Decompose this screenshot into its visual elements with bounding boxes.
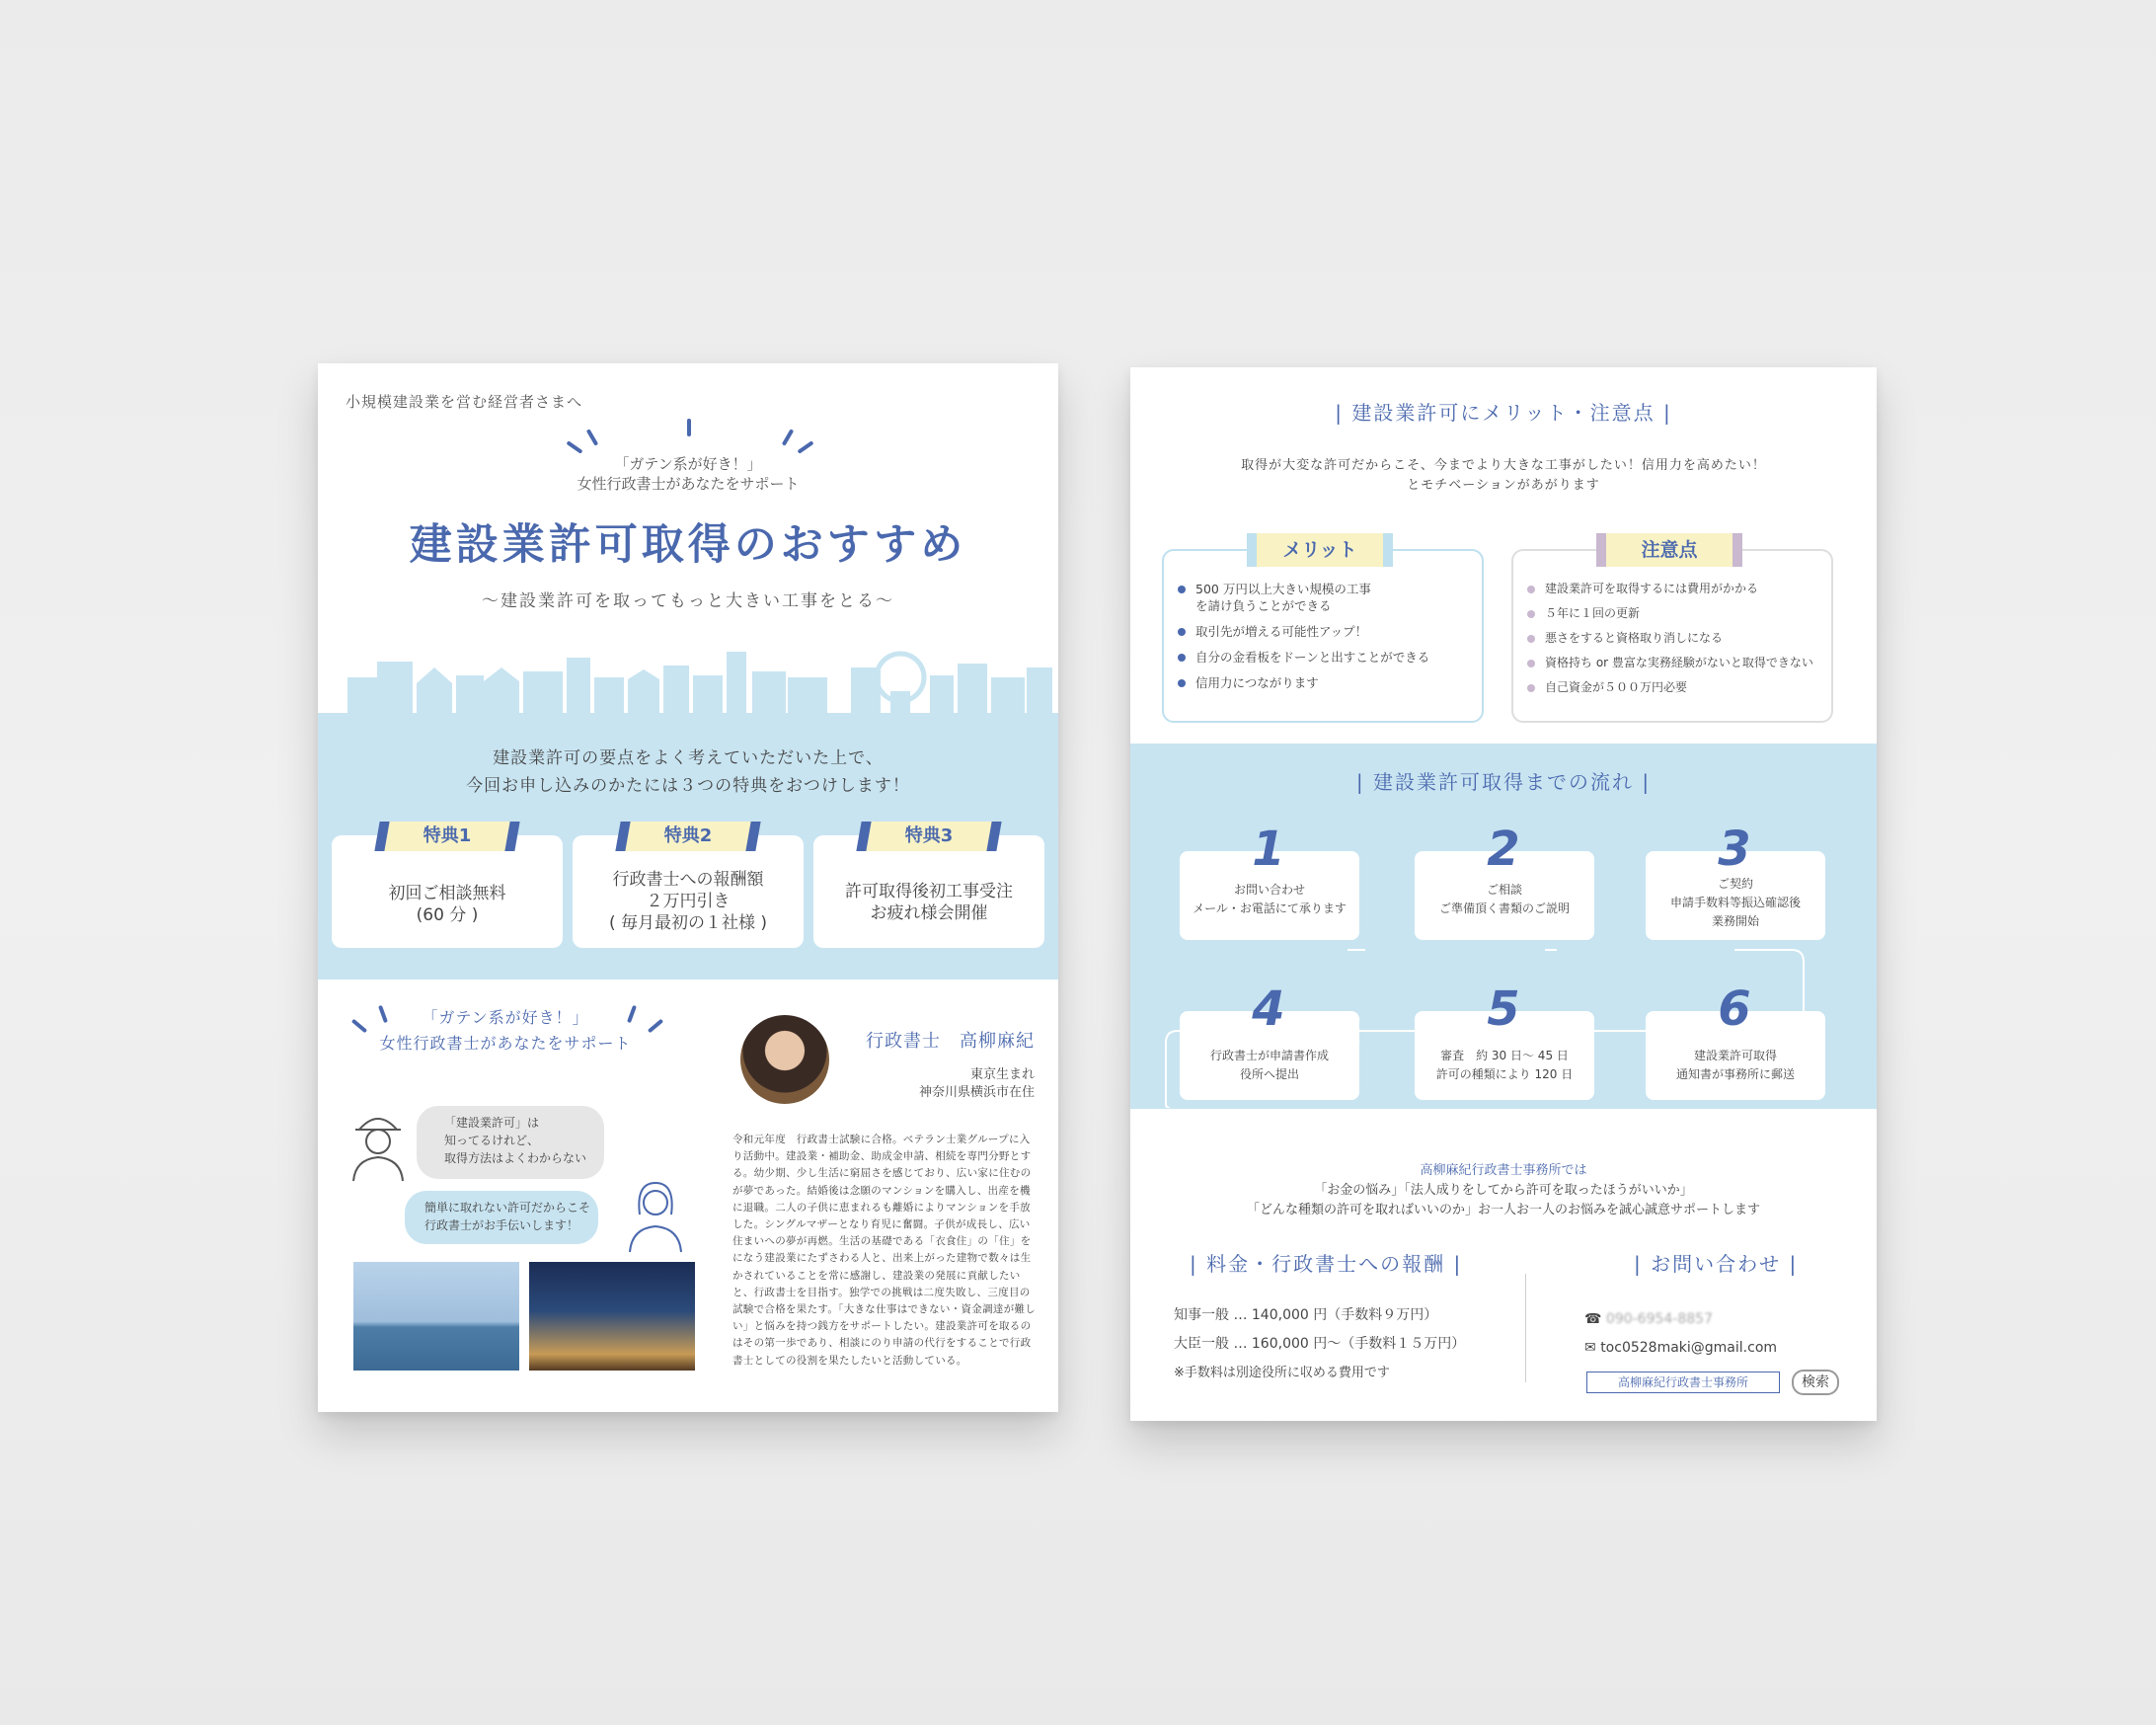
step-line: メール・お電話にて承ります: [1193, 902, 1347, 915]
profile-bio: 令和元年度 行政書士試験に合格。ベテラン士業グループに入り活動中。建設業・補助金、助成金申請、相続を専門分野とする。幼少期、少し生活に窮屈さを感じており、広い家に住むのが夢であった。結婚後は念願のマンションを購入し、出産を機に退職。二人の子供に恵まれるも離婚によりマンションを手放した。シングルマザーとなり育児に奮闘。子供が成長し、広い住まいへの夢が再燃。生活の基礎である「衣食住」の「住」をになう建設業にたずさわる人と、出来上がった建物で数々は生かされていることを常に感謝し、建設業の発展に貢献したいと、行政書士を目指す。独学での挑戦は二度失敗し、三度目の試験で合格を果たす。「大きな仕事はできない・資金調達が難しい」と悩みを持つ銭方をサポートしたい。建設業許可を取るのはその第一歩であり、相談にのり申請の代行をすることで行政書士としての役割を果たしたいと活動している。: [732, 1134, 1037, 1367]
step-line: 申請手数料等振込確認後: [1669, 896, 1801, 909]
catch-copy-2: [318, 1005, 693, 1057]
step-line: ご準備頂く書類のご説明: [1438, 902, 1570, 915]
caution-box: [1511, 539, 1833, 723]
flow-step: [1180, 822, 1359, 940]
merit-box: [1162, 539, 1484, 723]
fee-item: 大臣一般 … 160,000 円〜（手数料１５万円）: [1174, 1336, 1466, 1352]
merit-list: [1178, 581, 1429, 700]
bubble-line: 「建設業許可」は: [444, 1116, 540, 1130]
office-name-line: 高柳麻紀行政書士事務所では: [1420, 1163, 1587, 1178]
tag-stripe: [1596, 533, 1606, 567]
tokuten-text: [573, 869, 804, 934]
page-subtitle: 〜建設業許可を取ってもっと大きい工事をとる〜: [482, 591, 894, 611]
burst-line: [782, 429, 794, 446]
step-line: ご契約: [1717, 877, 1753, 891]
building-photo: [529, 1262, 695, 1371]
flow-heading-text: 建設業許可取得までの流れ: [1373, 770, 1634, 794]
city-skyline-illustration: [318, 648, 1058, 717]
profile-info: [857, 1066, 1035, 1102]
search-button[interactable]: 検索: [1792, 1370, 1839, 1395]
burst-line: [566, 440, 582, 454]
flow-step: [1415, 981, 1594, 1100]
tag-stripe: [1732, 533, 1742, 567]
tokuten-line: ２万円引き: [646, 892, 731, 911]
step-text: [1415, 881, 1594, 918]
flow-step: [1646, 981, 1825, 1100]
office-message-line: 「お金の悩み」「法人成りをしてから許可を取ったほうがいいか」: [1314, 1183, 1693, 1198]
tokuten-intro-line: 建設業許可の要点をよく考えていただいた上で、: [493, 748, 884, 768]
list-item: 自分の金看板をドーンと出すことができる: [1178, 649, 1429, 666]
merit-intro: [1130, 456, 1877, 496]
fee-heading-text: 料金・行政書士への報酬: [1206, 1252, 1446, 1276]
tokuten-label: 特典3: [865, 822, 993, 851]
bubble-line: 取得方法はよくわからない: [444, 1151, 587, 1165]
step-line: 役所へ提出: [1239, 1067, 1299, 1081]
mail-icon: ✉: [1584, 1340, 1596, 1356]
heading-bar: |: [1190, 1252, 1198, 1276]
profile-residence: 神奈川県横浜市在住: [918, 1085, 1035, 1100]
merit-intro-line: とモチベーションがあがります: [1407, 478, 1600, 493]
woman-icon: [622, 1175, 689, 1254]
caution-list: [1527, 581, 1813, 704]
list-item: 取引先が増える可能性アップ！: [1178, 623, 1429, 640]
burst-line: [586, 429, 598, 446]
fee-note: ※手数料は別途役所に収める費用です: [1174, 1366, 1390, 1380]
step-number: 3: [1718, 822, 1751, 877]
merit-label-text: メリット: [1282, 539, 1357, 561]
fee-list: [1174, 1301, 1465, 1387]
heading-bar: |: [1634, 1252, 1643, 1276]
step-text: [1646, 875, 1825, 931]
list-item: ５年に１回の更新: [1527, 605, 1813, 622]
speech-bubble-question: [417, 1106, 604, 1179]
tag-stripe: [1383, 533, 1393, 567]
bubble-line: 簡単に取れない許可だからこそ: [424, 1201, 591, 1215]
step-text: [1180, 1047, 1359, 1084]
tokuten-label: 特典2: [624, 822, 752, 851]
caution-label-text: 注意点: [1641, 539, 1698, 561]
burst-line: [687, 419, 691, 436]
heading-bar: |: [1335, 401, 1345, 425]
step-text: [1646, 1047, 1825, 1084]
flow-heading: [1130, 766, 1877, 795]
contact-heading: [1634, 1248, 1798, 1277]
step-text: [1415, 1047, 1594, 1084]
step-line: 通知書が事務所に郵送: [1675, 1067, 1795, 1081]
fee-item: 知事一般 … 140,000 円（手数料９万円）: [1174, 1307, 1438, 1323]
flow-step: [1646, 822, 1825, 940]
tokuten-text: [332, 883, 563, 926]
phone-number[interactable]: 090-6954-8857: [1605, 1311, 1713, 1327]
catch-copy: [318, 454, 1058, 494]
step-number: 4: [1252, 981, 1285, 1037]
fee-heading: [1190, 1248, 1462, 1277]
speech-bubble-answer: [405, 1191, 598, 1244]
profile-birth: 東京生まれ: [969, 1067, 1035, 1082]
step-number: 2: [1487, 822, 1520, 877]
step-line: ご相談: [1486, 883, 1522, 897]
burst-line: [797, 440, 813, 454]
tokuten-line: 初回ご相談無料: [388, 884, 506, 903]
heading-bar: |: [1642, 770, 1652, 794]
contact-heading-text: お問い合わせ: [1651, 1252, 1782, 1276]
tokuten-label: 特典1: [383, 822, 511, 851]
page-title: 建設業許可取得のおすすめ: [409, 520, 967, 570]
catch-line: 女性行政書士があなたをサポート: [577, 475, 800, 493]
target-audience: 小規模建設業を営む経営者さまへ: [346, 393, 583, 411]
tokuten-line: ( 毎月最初の１社様 ): [608, 913, 768, 933]
tokuten-intro: [318, 745, 1058, 800]
worker-photo: [353, 1262, 519, 1371]
caution-label: [1600, 533, 1738, 567]
tokuten-line: (60 分 ): [416, 905, 479, 925]
merit-heading: [1130, 397, 1877, 426]
tokuten-text: [813, 881, 1044, 924]
step-line: 業務開始: [1711, 914, 1759, 928]
profile-name: 行政書士 高柳麻紀: [866, 1031, 1035, 1052]
back-flyer: [1130, 367, 1877, 1421]
step-line: 行政書士が申請書作成: [1209, 1049, 1329, 1062]
list-item: 500 万円以上大きい規模の工事を請け負うことができる: [1178, 581, 1375, 614]
tokuten-line: お疲れ様会開催: [870, 903, 988, 923]
phone-row: [1584, 1305, 1777, 1334]
step-number: 5: [1487, 981, 1520, 1037]
avatar: [740, 1015, 829, 1104]
list-item: 信用力につながります: [1178, 674, 1429, 691]
list-item: 資格持ち or 豊富な実務経験がないと取得できない: [1527, 655, 1813, 671]
catch-line: 「ガテン系が好き！」: [614, 455, 762, 473]
tokuten-intro-line: 今回お申し込みのかたには３つの特典をおつけします！: [466, 776, 910, 796]
step-line: 許可の種類により 120 日: [1435, 1067, 1574, 1081]
flow-step: [1415, 822, 1594, 940]
phone-icon: ☎: [1584, 1311, 1602, 1327]
step-line: 建設業許可取得: [1693, 1049, 1777, 1062]
tokuten-line: 行政書士への報酬額: [612, 870, 764, 890]
catch-line: 女性行政書士があなたをサポート: [379, 1034, 632, 1053]
bubble-line: 知ってるけれど、: [444, 1134, 540, 1147]
heading-bar: |: [1355, 770, 1365, 794]
tokuten-card: [332, 825, 563, 948]
email-address[interactable]: toc0528maki@gmail.com: [1600, 1340, 1778, 1356]
list-item: 悪さをすると資格取り消しになる: [1527, 630, 1813, 647]
step-number: 1: [1252, 822, 1285, 877]
bubble-line: 行政書士がお手伝いします！: [424, 1218, 579, 1232]
merit-label: [1251, 533, 1389, 567]
heading-bar: |: [1662, 401, 1672, 425]
office-message: [1130, 1161, 1877, 1220]
step-line: お問い合わせ: [1233, 883, 1305, 897]
flow-step: [1180, 981, 1359, 1100]
construction-worker-icon: [346, 1102, 411, 1183]
tokuten-card: [573, 825, 804, 948]
step-line: 審査 約 30 日〜 45 日: [1440, 1049, 1569, 1062]
heading-bar: |: [1789, 1252, 1799, 1276]
step-text: [1180, 881, 1359, 918]
front-flyer: [318, 363, 1058, 1412]
contact-details: [1584, 1305, 1777, 1363]
heading-bar: |: [1453, 1252, 1463, 1276]
list-item: 自己資金が５００万円必要: [1527, 679, 1813, 696]
office-message-line: 「どんな種類の許可を取ればいいのか」お一人お一人のお悩みを誠心誠意サポートします: [1246, 1203, 1760, 1217]
search-input[interactable]: 高柳麻紀行政書士事務所: [1586, 1372, 1780, 1393]
catch-line: 「ガテン系が好き！」: [422, 1008, 589, 1027]
divider: [1525, 1274, 1526, 1382]
tokuten-card: [813, 825, 1044, 948]
merit-heading-text: 建設業許可にメリット・注意点: [1351, 401, 1656, 425]
step-number: 6: [1718, 981, 1751, 1037]
merit-intro-line: 取得が大変な許可だからこそ、今までより大きな工事がしたい！信用力を高めたい！: [1241, 458, 1766, 473]
tokuten-line: 許可取得後初工事受注: [845, 882, 1013, 902]
tag-stripe: [1247, 533, 1257, 567]
email-row: [1584, 1334, 1777, 1363]
list-item: 建設業許可を取得するには費用がかかる: [1527, 581, 1813, 597]
